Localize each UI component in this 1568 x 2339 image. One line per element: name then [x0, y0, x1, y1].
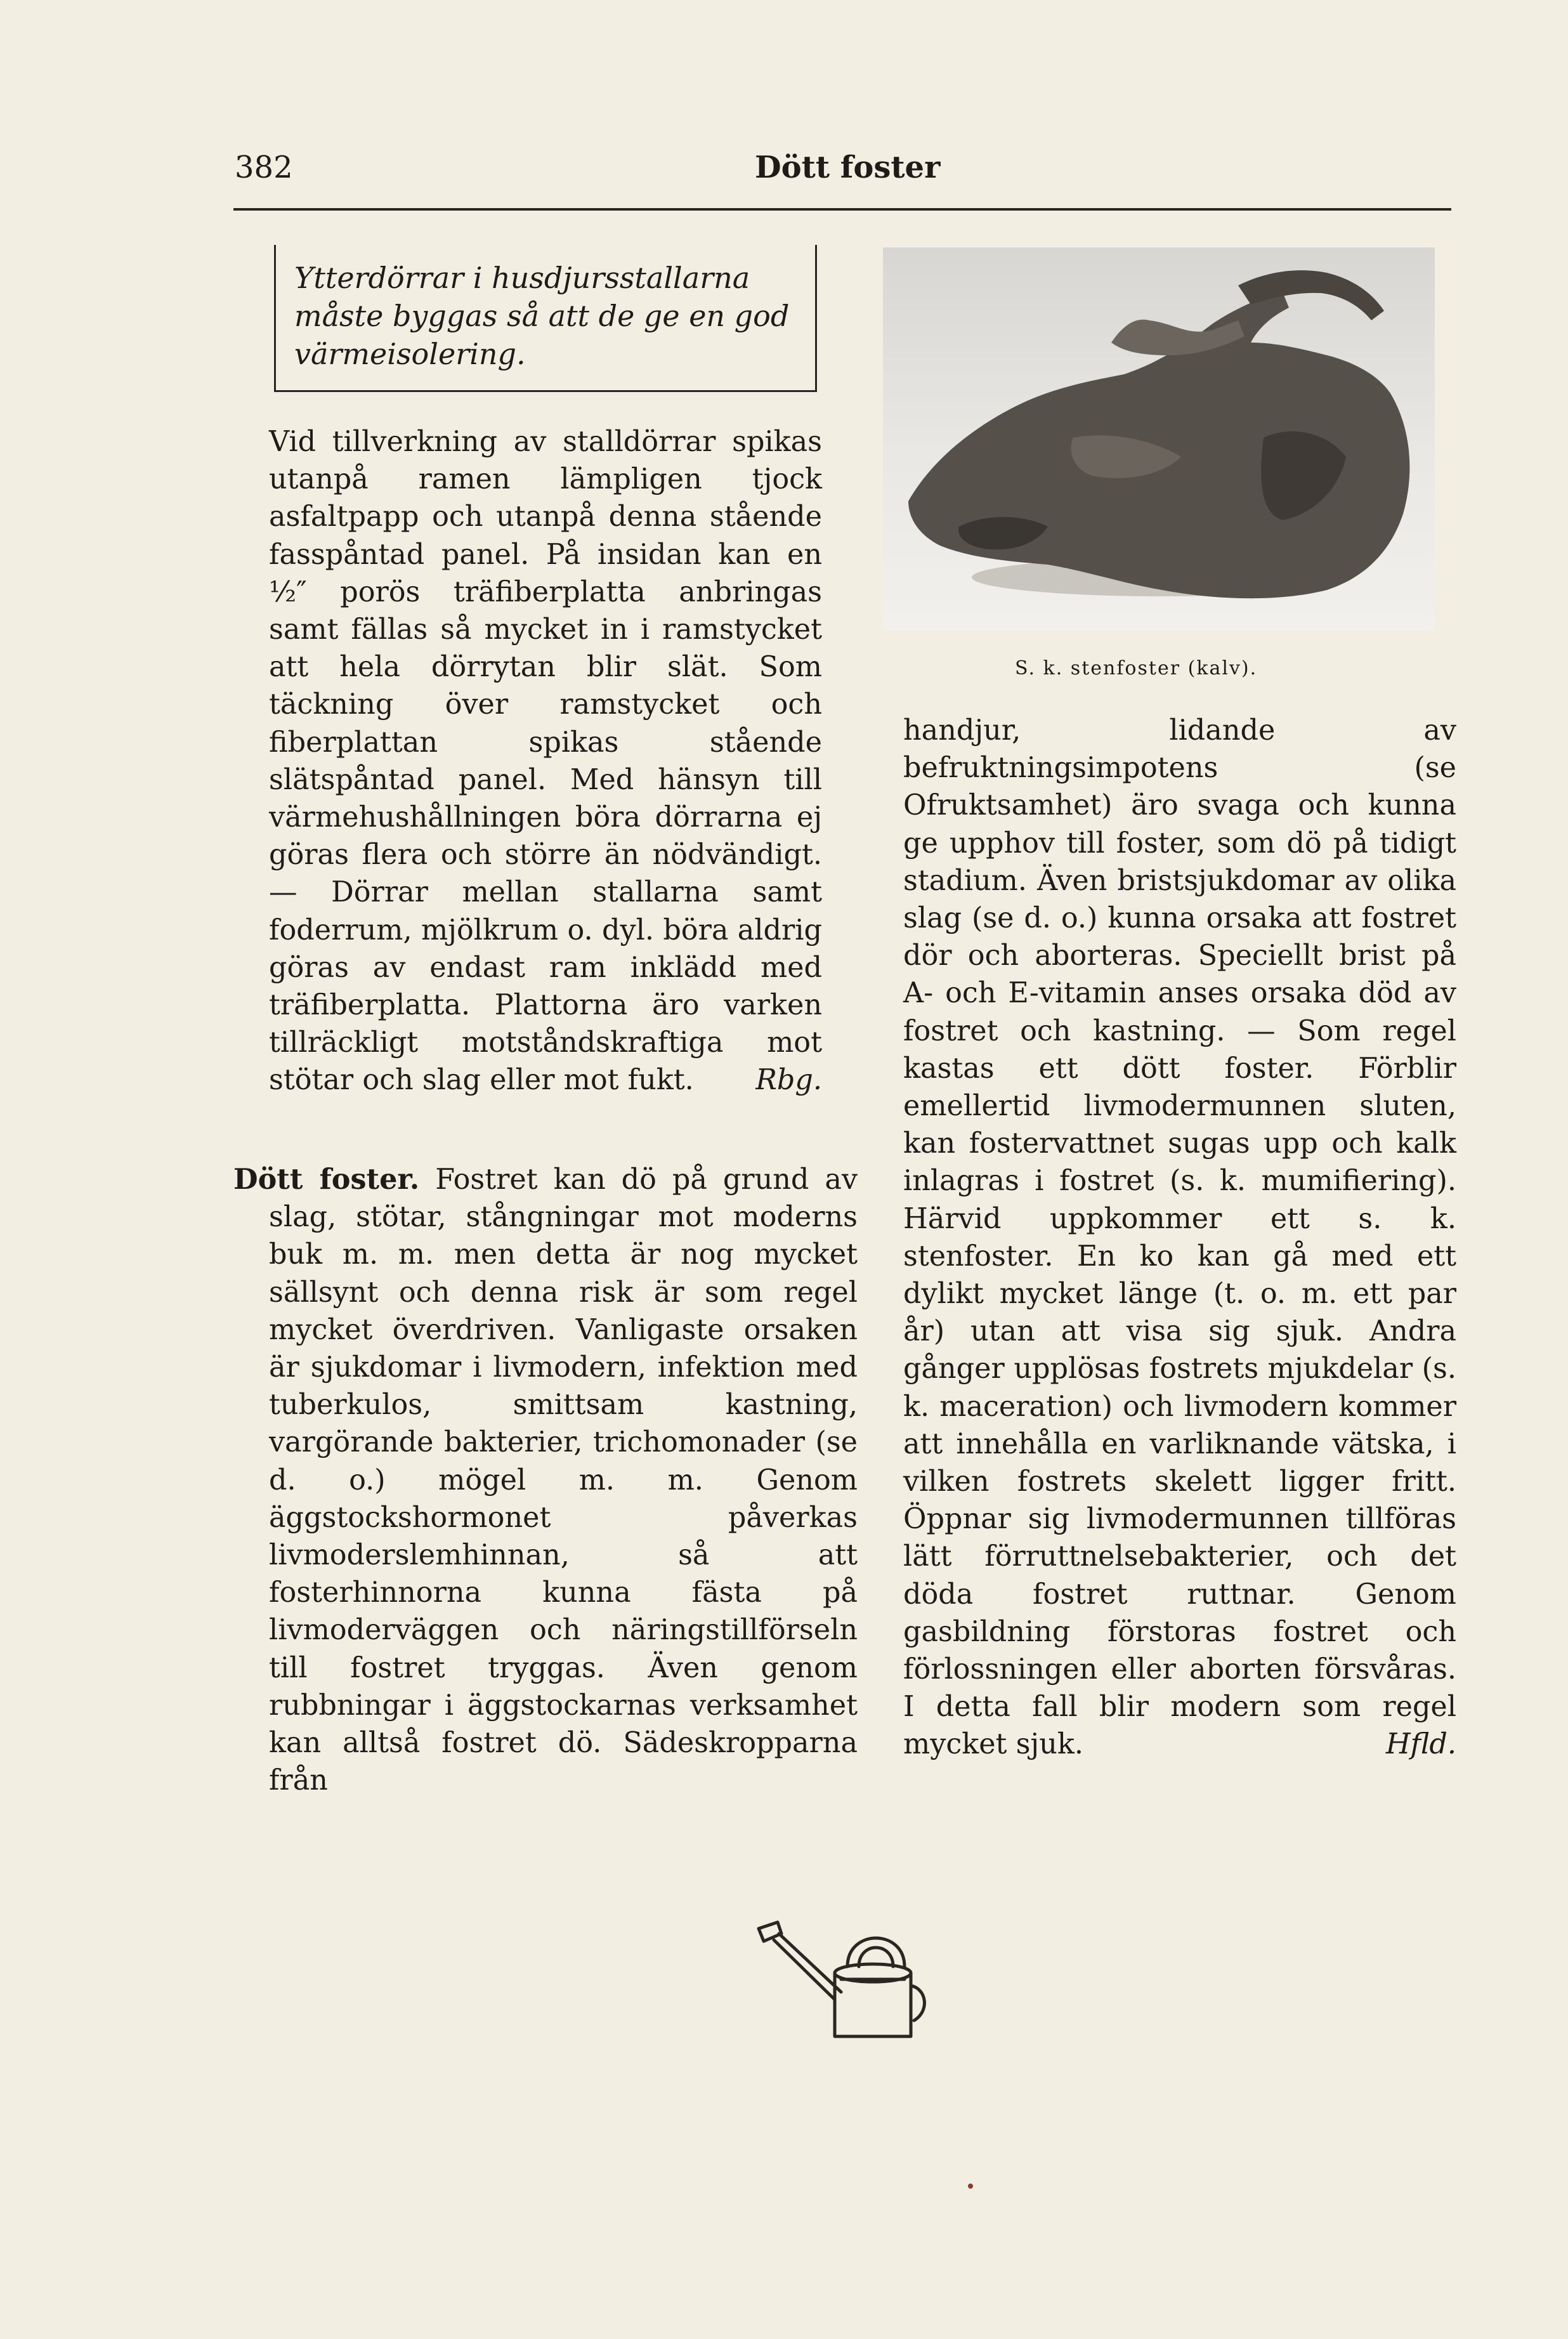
entry-left-column — [233, 1161, 858, 1799]
entry-right-column — [903, 712, 1456, 1764]
photo-caption: S. k. stenfoster (kalv). — [1015, 657, 1258, 679]
photo-stenfoster — [883, 247, 1435, 631]
header-rule — [233, 208, 1451, 211]
boxed-note-text: Ytterdörrar i husdjursstallarna måste byggas så att de ge en god värmeisolering. — [294, 261, 790, 371]
left-upper-column — [269, 423, 822, 1099]
running-title: Dött foster — [755, 150, 941, 185]
page-number: 382 — [235, 150, 293, 185]
signature-rbg: Rbg. — [755, 1064, 822, 1097]
entry-headword: Dött foster. — [233, 1163, 420, 1196]
calf-fetus-photo — [883, 247, 1435, 631]
entry-text-right: handjur, lidande av befruktningsimpotens (se Ofruktsamhet) äro svaga och kunna ge upphov till foster, som dö på tidigt stadium. Även bristsjukdomar av olika slag (se d. o.) kunna orsaka att fostret dör och aborteras. Speciellt brist på A- och E-vitamin anses orsaka död av fostret och kastning. — Som regel kastas ett dött foster. Förblir emellertid livmodermunnen sluten, kan fostervattnet sugas upp och kalk inlagras i fostret (s. k. mumifiering). Härvid uppkommer ett s. k. stenfoster. En ko kan gå med ett dylikt mycket länge (t. o. m. ett par år) utan att visa sig sjuk. Andra gånger upplösas fostrets mjukdelar (s. k. maceration) och livmodern kommer att innehålla en varliknande vätska, i vilken fostrets skelett ligger fritt. Öppnar sig livmodermunnen tillföras lätt förruttnelsebakterier, och det döda fostret ruttnar. Genom gasbildning förstoras fostret och förlossningen eller aborten försvåras. I detta fall blir modern som regel mycket sjuk. — [903, 714, 1456, 1761]
entry-text-left: Fostret kan dö på grund av slag, stötar, stångningar mot moderns buk m. m. men detta är nog mycket sällsynt och denna risk är som regel mycket överdriven. Vanligaste orsaken är sjukdomar i livmodern, infektion med tuberkulos, smittsam kastning, vargörande bakterier, trichomonader (se d. o.) mögel m. m. Genom äggstockshormonet påverkas livmoderslemhinnan, så att fosterhinnorna kunna fästa på livmoderväggen och näringstillförseln till fostret tryggas. Även genom rubbningar i äggstockarnas verksamhet kan alltså fostret dö. Sädeskropparna från — [269, 1163, 858, 1797]
watering-can-icon — [752, 1916, 936, 2055]
left-paragraph: Vid tillverkning av stalldörrar spikas utanpå ramen lämpligen tjock asfaltpapp och utanpå denna stående fasspåntad panel. På insidan kan en ½″ porös träfiberplatta anbringas samt fällas så mycket in i ramstycket att hela dörrytan blir slät. Som täckning över ramstycket och fiberplattan spikas stående slätspåntad panel. Med hänsyn till värmehushållningen böra dörrarna ej göras flera och större än nödvändigt. — Dörrar mellan stallarna samt foderrum, mjölkrum o. dyl. böra aldrig göras av endast ram inklädd med träfiberplatta. Plattorna äro varken tillräckligt motståndskraftiga mot stötar och slag eller mot fukt. — [269, 426, 822, 1097]
page-speck — [968, 2184, 973, 2189]
signature-hfld: Hfld. — [1385, 1728, 1456, 1761]
